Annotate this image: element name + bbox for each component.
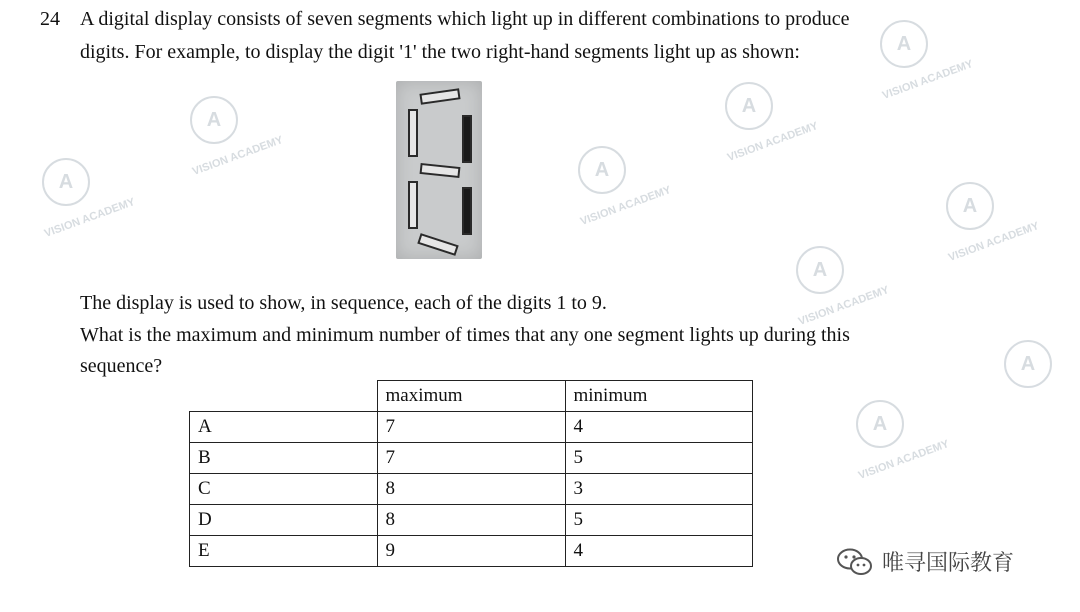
watermark-text: VISION ACADEMY (725, 120, 820, 164)
segment-middle (420, 163, 461, 178)
question-text-line: What is the maximum and minimum number of times that any one segment lights up during this (80, 324, 850, 346)
watermark (1004, 340, 1052, 388)
option-letter: E (190, 536, 378, 567)
watermark-text: VISION ACADEMY (190, 134, 285, 178)
watermark-logo-icon: A (578, 146, 626, 194)
watermark-logo-icon: A (190, 96, 238, 144)
option-letter: D (190, 505, 378, 536)
maximum-cell: 7 (377, 412, 565, 443)
watermark-text: VISION ACADEMY (880, 58, 975, 102)
maximum-cell: 8 (377, 474, 565, 505)
question-text-line: A digital display consists of seven segments which light up in different combinations to produce (80, 8, 850, 30)
minimum-cell: 4 (565, 536, 752, 567)
watermark (946, 182, 1042, 264)
table-header-blank (190, 381, 378, 412)
wechat-icon (836, 547, 874, 577)
option-letter: C (190, 474, 378, 505)
table-row[interactable] (190, 443, 753, 474)
maximum-cell: 9 (377, 536, 565, 567)
segment-bottom (417, 233, 458, 256)
watermark-text: VISION ACADEMY (796, 284, 891, 328)
watermark-text: VISION ACADEMY (946, 220, 1041, 264)
table-row[interactable] (190, 412, 753, 443)
option-letter: B (190, 443, 378, 474)
question-number: 24 (40, 8, 60, 30)
segment-bottom-left (408, 181, 418, 229)
table-row[interactable] (190, 505, 753, 536)
watermark-logo-icon: A (880, 20, 928, 68)
watermark-logo-icon: A (856, 400, 904, 448)
brand-badge (836, 546, 1014, 577)
watermark (190, 96, 286, 178)
maximum-cell: 8 (377, 505, 565, 536)
question-text-line: sequence? (80, 355, 163, 377)
column-header-maximum: maximum (377, 381, 565, 412)
minimum-cell: 5 (565, 505, 752, 536)
watermark-logo-icon: A (796, 246, 844, 294)
minimum-cell: 3 (565, 474, 752, 505)
table-header-row (190, 381, 753, 412)
answer-options-table (189, 380, 753, 567)
watermark (578, 146, 674, 228)
watermark-text: VISION ACADEMY (856, 438, 951, 482)
table-row[interactable] (190, 474, 753, 505)
watermark (856, 400, 952, 482)
watermark (880, 20, 976, 102)
watermark-logo-icon: A (725, 82, 773, 130)
minimum-cell: 4 (565, 412, 752, 443)
brand-label: 唯寻国际教育 (882, 551, 1015, 576)
segment-bottom-right (462, 187, 472, 235)
watermark-logo-icon: A (1004, 340, 1052, 388)
watermark-text: VISION ACADEMY (42, 196, 137, 240)
table-row[interactable] (190, 536, 753, 567)
question-text-line: digits. For example, to display the digit '1' the two right-hand segments light up as shown: (80, 41, 800, 63)
segment-top (419, 88, 460, 104)
seven-segment-display-figure (396, 81, 482, 259)
minimum-cell: 5 (565, 443, 752, 474)
watermark-logo-icon: A (946, 182, 994, 230)
column-header-minimum: minimum (565, 381, 752, 412)
watermark-logo-icon: A (42, 158, 90, 206)
watermark (42, 158, 138, 240)
watermark-text: VISION ACADEMY (578, 184, 673, 228)
maximum-cell: 7 (377, 443, 565, 474)
segment-top-right (462, 115, 472, 163)
question-text-line: The display is used to show, in sequence, each of the digits 1 to 9. (80, 292, 607, 314)
watermark (725, 82, 821, 164)
option-letter: A (190, 412, 378, 443)
segment-top-left (408, 109, 418, 157)
watermark (796, 246, 892, 328)
